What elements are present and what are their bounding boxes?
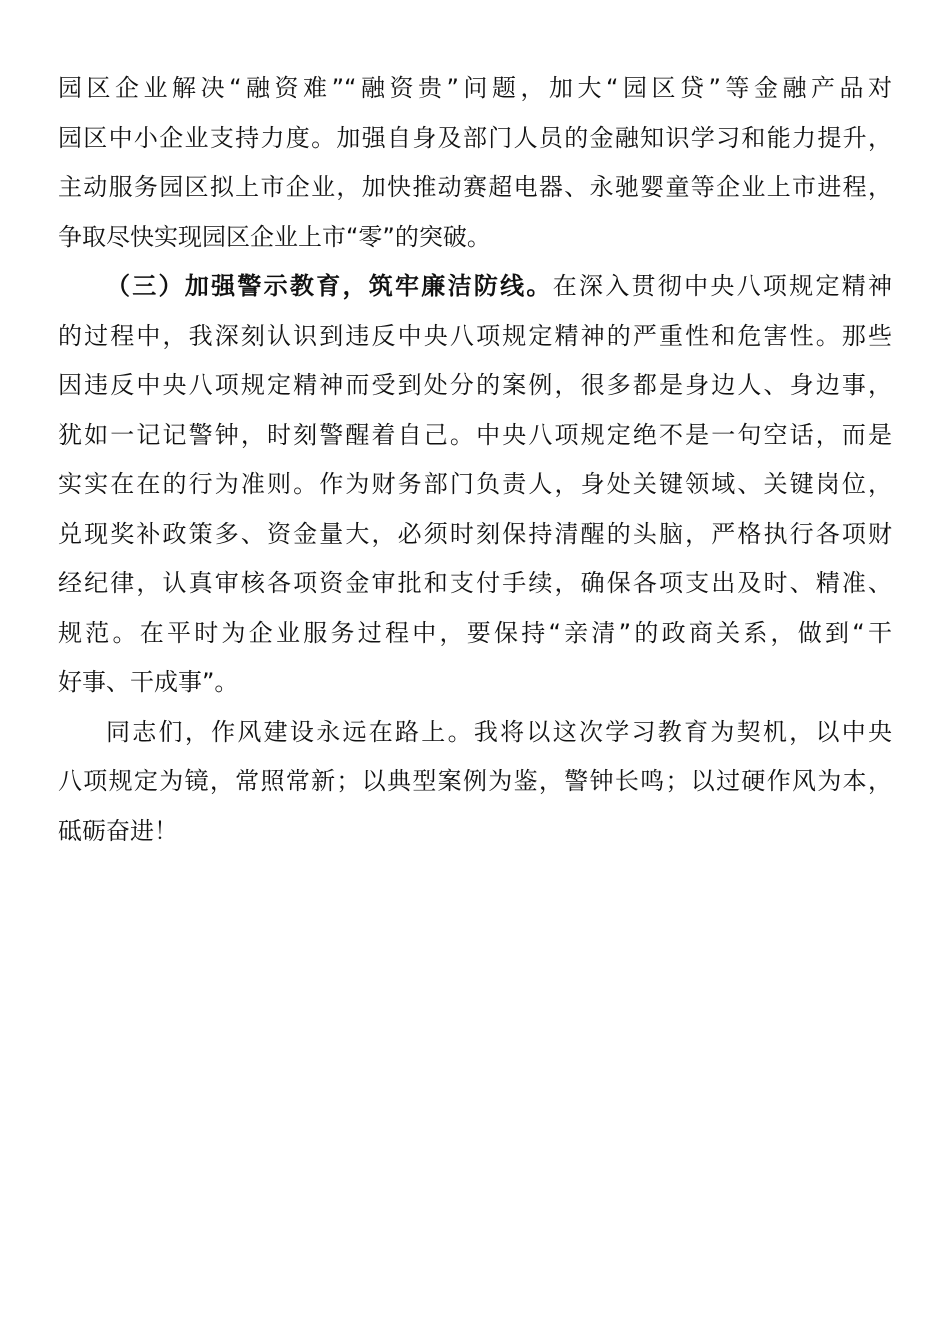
text-line [58,262,892,312]
text-segment: 在深入贯彻中央八项规定精神 [552,272,892,300]
paragraph-financing [58,64,892,262]
text-line: 经纪律，认真审核各项资金审批和支付手续，确保各项支出及时、精准、 [58,569,892,597]
text-line: 兑现奖补政策多、资金量大，必须时刻保持清醒的头脑，严格执行各项财 [58,519,892,548]
paragraph-warning-education [58,262,892,708]
text-line: 的过程中，我深刻认识到违反中央八项规定精神的严重性和危害性。那些 [58,321,892,350]
text-line: 好事、干成事”。 [58,668,239,696]
text-line: 八项规定为镜，常照常新；以典型案例为鉴，警钟长鸣；以过硬作风为本， [58,767,892,795]
text-line: 犹如一记记警钟，时刻警醒着自己。中央八项规定绝不是一句空话，而是 [58,420,892,449]
text-line: 园区企业解决“融资难”“融资贵”问题，加大“园区贷”等金融产品对 [58,74,892,102]
text-line: 园区中小企业支持力度。加强自身及部门人员的金融知识学习和能力提升， [58,123,892,152]
text-line: 争取尽快实现园区企业上市“零”的突破。 [58,222,491,251]
text-line: 实实在在的行为准则。作为财务部门负责人，身处关键领域、关键岗位， [58,470,892,498]
paragraph-closing [58,708,892,857]
text-line: 规范。在平时为企业服务过程中，要保持“亲清”的政商关系，做到“干 [58,618,892,647]
document-page [58,64,892,856]
text-line: 主动服务园区拟上市企业，加快推动赛超电器、永驰婴童等企业上市进程， [58,173,892,201]
text-line: 同志们，作风建设永远在路上。我将以这次学习教育为契机，以中央 [106,717,892,746]
text-line: 砥砺奋进！ [58,816,178,845]
text-line: 因违反中央八项规定精神而受到处分的案例，很多都是身边人、身边事， [58,371,892,399]
section-heading: （三）加强警示教育，筑牢廉洁防线。 [106,272,553,300]
